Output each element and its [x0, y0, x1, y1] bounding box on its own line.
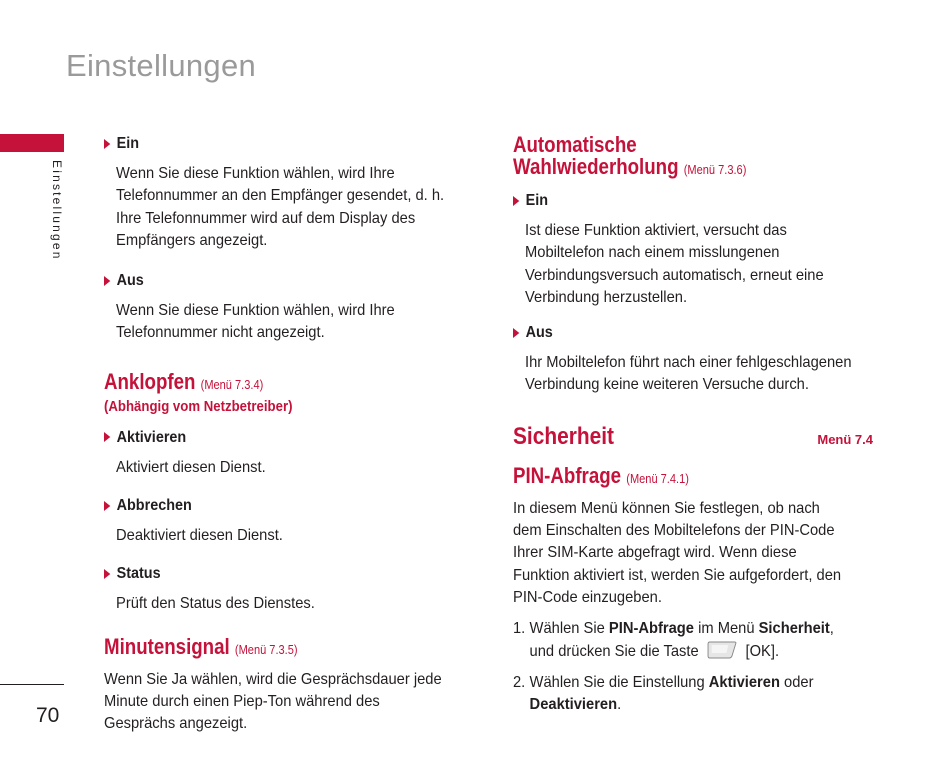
- step-text: im Menü: [693, 620, 759, 638]
- bullet-status: [104, 564, 446, 583]
- step-text: [OK].: [745, 642, 780, 660]
- step-bold-menu: PIN-Abfrage: [608, 620, 694, 638]
- heading-sicherheit: [513, 423, 903, 451]
- heading-auto-line2: [513, 156, 845, 181]
- bullet-label: Aus: [116, 272, 144, 290]
- arrow-right-icon: [104, 569, 110, 579]
- heading-title: Anklopfen: [104, 368, 196, 394]
- ein-description: Ist diese Funktion aktiviert, versucht das Mobiltelefon nach einem misslungenen Verbindungsversuch automatisch, erneut eine Verbindung herzustellen.: [525, 222, 824, 306]
- bullet-label: Aktivieren: [116, 428, 187, 446]
- ein-description: Wenn Sie diese Funktion wählen, wird Ihre Telefonnummer an den Empfänger gesendet, d. h. Ihre Telefonnummer wird auf dem Display des Empfängers angezeigt.: [116, 165, 445, 249]
- bullet-ein: [513, 191, 864, 210]
- arrow-right-icon: [513, 196, 519, 206]
- arrow-right-icon: [513, 328, 519, 338]
- bullet-label: Aus: [525, 324, 553, 342]
- heading-anklopfen: [104, 368, 427, 396]
- bullet-aus: [513, 323, 864, 342]
- step-bold-setting: Deaktivieren: [529, 696, 618, 714]
- pin-description: In diesem Menü können Sie festlegen, ob nach dem Einschalten des Mobiltelefons der PIN-Code Ihrer SIM-Karte abgefragt wird. Wenn diese Funktion aktiviert ist, werden Sie aufgefordert, den PIN-Code einzugeben.: [513, 499, 842, 606]
- minutensignal-description: Wenn Sie Ja wählen, wird die Gesprächsdauer jede Minute durch einen Piep-Ton während des Gesprächs angezeigt.: [104, 670, 442, 733]
- heading-subtitle: (Abhängig vom Netzbetreiber): [104, 397, 293, 415]
- heading-title: PIN-Abfrage: [513, 462, 622, 488]
- heading-auto-line1: Automatische: [513, 132, 637, 157]
- arrow-right-icon: [104, 432, 110, 442]
- bullet-label: Abbrechen: [116, 497, 192, 515]
- bullet-label: Ein: [116, 135, 140, 152]
- list-number: 2.: [513, 673, 526, 691]
- step-bold-menu: Sicherheit: [758, 620, 830, 638]
- list-text: [528, 672, 850, 717]
- aus-description: Ihr Mobiltelefon führt nach einer fehlgeschlagenen Verbindung keine weiteren Versuche durch.: [525, 354, 852, 394]
- bullet-ein: [104, 134, 446, 153]
- menu-reference: (Menü 7.4.1): [626, 470, 689, 486]
- heading-pin-abfrage: [513, 462, 845, 490]
- status-description: Prüft den Status des Dienstes.: [116, 595, 315, 613]
- list-item-step-1: [513, 618, 900, 663]
- menu-reference: (Menü 7.3.6): [683, 162, 747, 177]
- page-number: 70: [36, 704, 60, 727]
- arrow-right-icon: [104, 139, 110, 149]
- step-text: Wählen Sie die Einstellung: [529, 673, 709, 691]
- menu-reference: (Menü 7.3.4): [200, 376, 264, 392]
- step-text: Wählen Sie: [529, 620, 609, 638]
- page-title: Einstellungen: [66, 48, 257, 83]
- heading-minutensignal: [104, 633, 427, 661]
- bullet-aktivieren: [104, 428, 446, 447]
- arrow-right-icon: [104, 276, 110, 286]
- aus-description: Wenn Sie diese Funktion wählen, wird Ihre Telefonnummer nicht angezeigt.: [116, 302, 395, 342]
- bullet-abbrechen: [104, 496, 446, 515]
- bullet-aus: [104, 271, 446, 290]
- side-tab-marker: [0, 134, 64, 152]
- list-number: 1.: [513, 620, 526, 638]
- heading-title: Wahlwiederholung: [513, 154, 679, 179]
- left-column: [104, 134, 484, 736]
- list-item-step-2: [513, 672, 900, 717]
- step-text: .: [617, 696, 622, 714]
- footer-rule: [0, 684, 64, 685]
- heading-title: Sicherheit: [513, 422, 614, 450]
- step-bold-setting: Aktivieren: [708, 673, 780, 691]
- bullet-label: Status: [116, 565, 161, 583]
- soft-key-icon: [706, 641, 737, 659]
- menu-reference: Menü 7.4: [817, 431, 873, 447]
- heading-title: Minutensignal: [104, 633, 230, 659]
- bullet-label: Ein: [525, 192, 549, 209]
- menu-reference: (Menü 7.3.5): [234, 641, 298, 657]
- right-column: [513, 134, 903, 716]
- step-text: oder: [779, 673, 814, 691]
- abbrechen-description: Deaktiviert diesen Dienst.: [116, 527, 283, 545]
- list-text: [528, 618, 850, 663]
- aktivieren-description: Aktiviert diesen Dienst.: [116, 458, 266, 476]
- arrow-right-icon: [104, 501, 110, 511]
- step-text: , und drücken Sie die Taste: [529, 620, 834, 660]
- side-chapter-label: Einstellungen: [50, 160, 64, 261]
